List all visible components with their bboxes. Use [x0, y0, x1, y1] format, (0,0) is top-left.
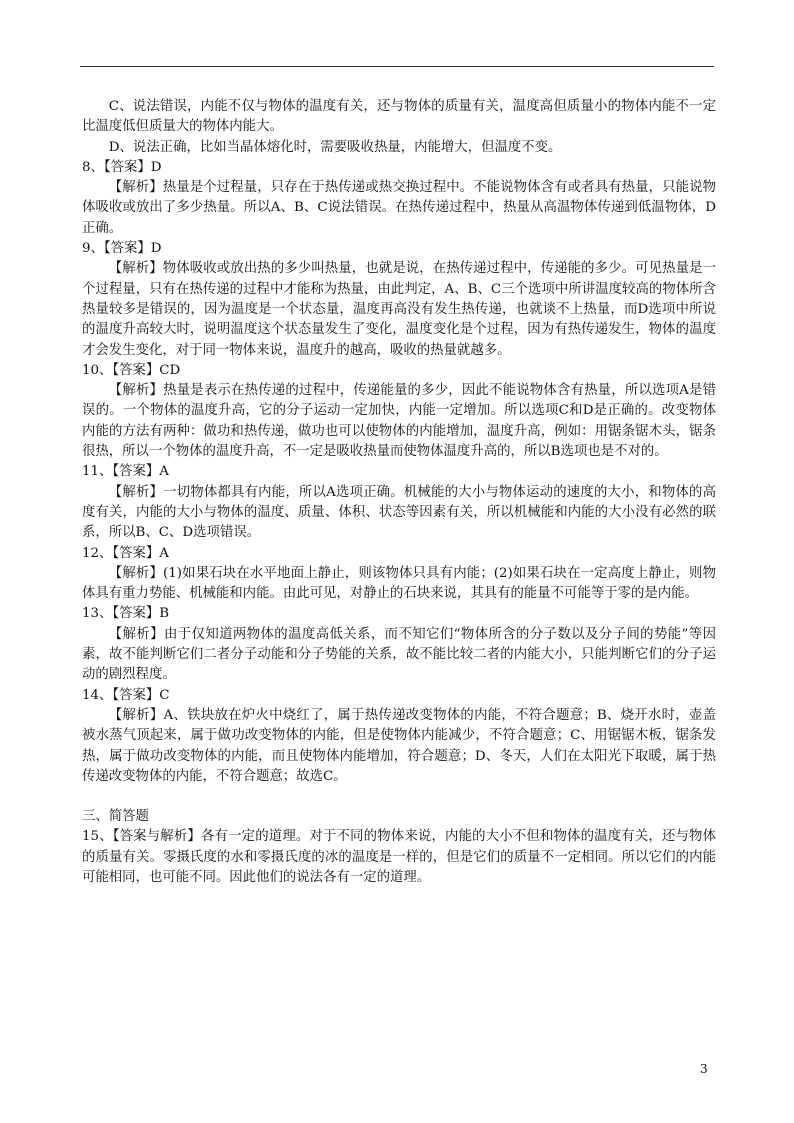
document-body [82, 97, 716, 888]
paragraph: 【解析】(1)如果石块在水平地面上静止，则该物体只具有内能；(2)如果石块在一定高度上静止，则物体具有重力势能、机械能和内能。由此可见，对静止的石块来说，其具有的能量不可能等于零的是内能。 [82, 565, 716, 602]
paragraph: 11、【答案】A [82, 464, 169, 480]
paragraph: 【解析】热量是个过程量，只存在于热传递或热交换过程中。不能说物体含有或者具有热量，只能说物体吸收或放出了多少热量。所以A、B、C说法错误。在热传递过程中，热量从高温物体传递到低温物体，D正确。 [82, 180, 716, 236]
paragraph: 13、【答案】B [82, 606, 170, 622]
paragraph: C、说法错误，内能不仅与物体的温度有关，还与物体的质量有关，温度高但质量小的物体内能不一定比温度低但质量大的物体内能大。 [82, 99, 716, 135]
paragraph: 9、【答案】D [82, 241, 162, 257]
paragraph: 【解析】热量是表示在热传递的过程中，传递能量的多少，因此不能说物体含有热量，所以选项A是错误的。一个物体的温度升高，它的分子运动一定加快，内能一定增加。所以选项C和D是正确的。改变物体内能的方法有两种：做功和热传递，做功也可以使物体的内能增加，温度升高，例如：用锯条锯木头，锯条很热，所以一个物体的温度升高，不一定是吸收热量而使物体温度升高的，所以B选项也是不对的。 [82, 383, 716, 460]
paragraph: 【解析】物体吸收或放出热的多少叫热量，也就是说，在热传递过程中，传递能的多少。可见热量是一个过程量，只有在热传递的过程中才能称为热量，由此判定，A、B、C三个选项中所讲温度较高的物体所含热量较多是错误的，因为温度是一个状态量，温度再高没有发生热传递，也就谈不上热量，而D选项中所说的温度升高较大时，说明温度这个状态量发生了变化，温度变化是个过程，因为有热传递发生，物体的温度才会发生变化，对于同一物体来说，温度升的越高，吸收的热量就越多。 [82, 261, 716, 358]
paragraph: 10、【答案】CD [82, 362, 181, 378]
section-gap [82, 787, 716, 807]
paragraph: 12、【答案】A [82, 545, 169, 561]
paragraph: 8、【答案】D [82, 159, 162, 175]
page-number: 3 [700, 1062, 708, 1076]
header-rule [80, 66, 714, 67]
paragraph: 14、【答案】C [82, 687, 170, 703]
paragraph: 15、【答案与解析】各有一定的道理。对于不同的物体来说，内能的大小不但和物体的温度有关，还与物体的质量有关。零摄氏度的水和零摄氏度的冰的温度是一样的，但是它们的质量不一定相同。所以它们的内能可能相同，也可能不同。因此他们的说法各有一定的道理。 [82, 829, 716, 885]
paragraph: 【解析】A、铁块放在炉火中烧红了，属于热传递改变物体的内能，不符合题意；B、烧开水时，壶盖被水蒸气顶起来，属于做功改变物体的内能，但是使物体内能减少，不符合题意；C、用锯锯木板，锯条发热，属于做功改变物体的内能，而且使物体内能增加，符合题意；D、冬天，人们在太阳光下取暖，属于热传递改变物体的内能，不符合题意；故选C。 [82, 707, 716, 784]
paragraph: D、说法正确，比如当晶体熔化时，需要吸收热量，内能增大，但温度不变。 [108, 139, 562, 155]
paragraph: 三、简答题 [82, 809, 149, 825]
paragraph: 【解析】一切物体都具有内能，所以A选项正确。机械能的大小与物体运动的速度的大小，和物体的高度有关，内能的大小与物体的温度、质量、体积、状态等因素有关，所以机械能和内能的大小没有必然的联系，所以B、C、D选项错误。 [82, 484, 716, 541]
paragraph: 【解析】由于仅知道两物体的温度高低关系，而不知它们“物体所含的分子数以及分子间的势能”等因素，故不能判断它们二者分子动能和分子势能的关系，故不能比较二者的内能大小，只能判断它们的分子运动的剧烈程度。 [82, 626, 716, 683]
